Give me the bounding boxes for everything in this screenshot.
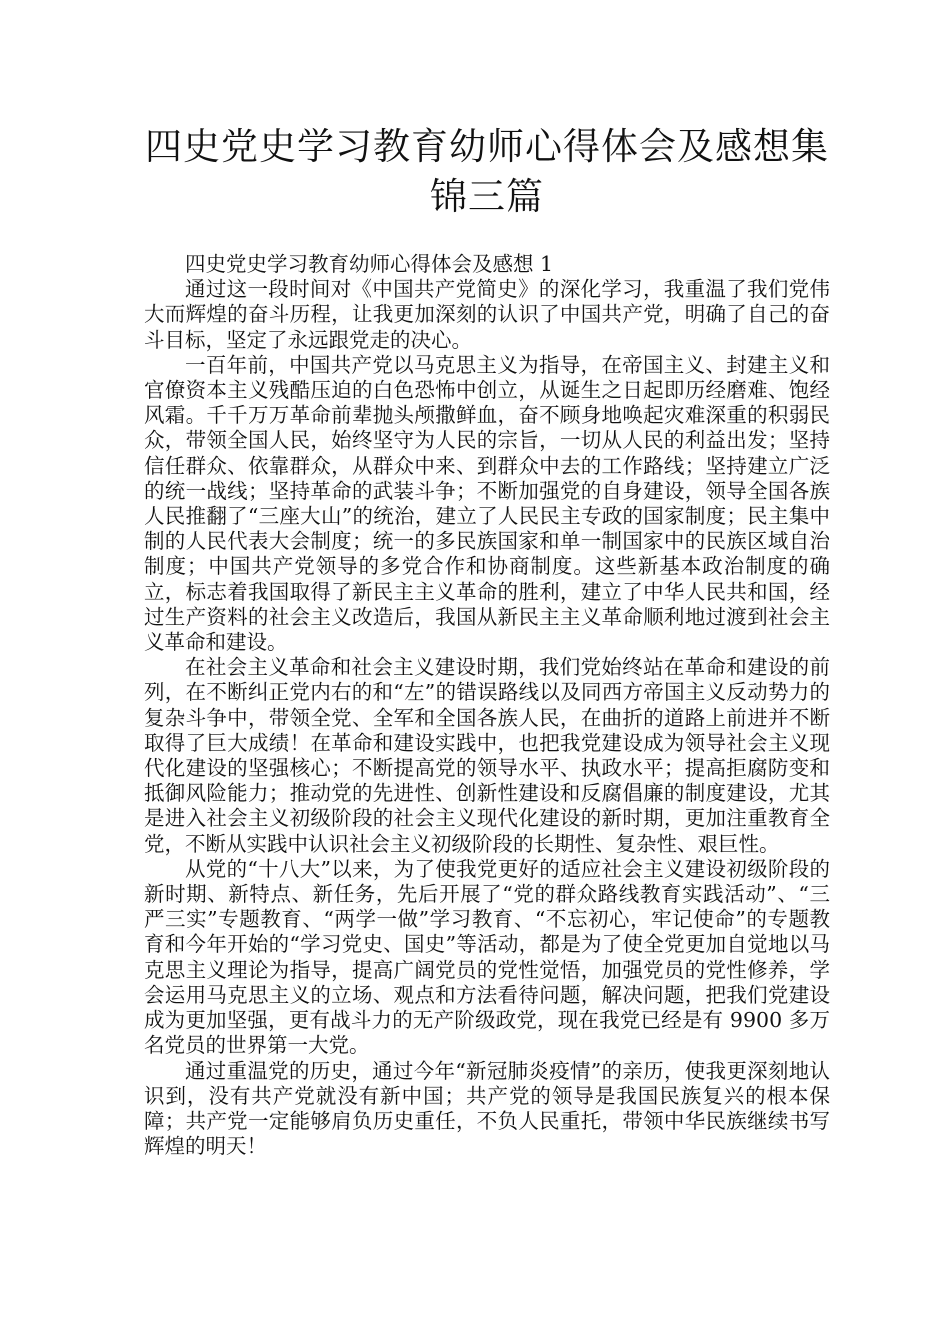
document-page [144, 0, 830, 1159]
paragraph-3: 在社会主义革命和社会主义建设时期，我们党始终站在革命和建设的前列，在不断纠正党内右的和“左”的错误路线以及同西方帝国主义反动势力的复杂斗争中，带领全党、全军和全国各族人民，在曲折的道路上前进并不断取得了巨大成绩！在革命和建设实践中，也把我党建设成为领导社会主义现代化建设的坚强核心；不断提高党的领导水平、执政水平；提高拒腐防变和抵御风险能力；推动党的先进性、创新性建设和反腐倡廉的制度建设，尤其是进入社会主义初级阶段的社会主义现代化建设的新时期，更加注重教育全党，不断从实践中认识社会主义初级阶段的长期性、复杂性、艰巨性。 [144, 655, 830, 856]
document-body [144, 252, 830, 1159]
document-title: 四史党史学习教育幼师心得体会及感想集锦三篇 [145, 125, 829, 218]
paragraph-1: 通过这一段时间对《中国共产党简史》的深化学习，我重温了我们党伟大而辉煌的奋斗历程，让我更加深刻的认识了中国共产党，明确了自己的奋斗目标，坚定了永远跟党走的决心。 [144, 277, 830, 352]
paragraph-2: 一百年前，中国共产党以马克思主义为指导，在帝国主义、封建主义和官僚资本主义残酷压迫的白色恐怖中创立，从诞生之日起即历经磨难、饱经风霜。千千万万革命前辈抛头颅撒鲜血，奋不顾身地唤起灾难深重的积弱民众，带领全国人民，始终坚守为人民的宗旨，一切从人民的利益出发；坚持信任群众、依靠群众，从群众中来、到群众中去的工作路线；坚持建立广泛的统一战线；坚持革命的武装斗争；不断加强党的自身建设，领导全国各族人民推翻了“三座大山”的统治，建立了人民民主专政的国家制度；民主集中制的人民代表大会制度；统一的多民族国家和单一制国家中的民族区域自治制度；中国共产党领导的多党合作和协商制度。这些新基本政治制度的确立，标志着我国取得了新民主主义革命的胜利，建立了中华人民共和国，经过生产资料的社会主义改造后，我国从新民主主义革命顺利地过渡到社会主义革命和建设。 [144, 352, 830, 655]
paragraph-4: 从党的“十八大”以来，为了使我党更好的适应社会主义建设初级阶段的新时期、新特点、新任务，先后开展了“党的群众路线教育实践活动”、“三严三实”专题教育、“两学一做”学习教育、“不忘初心，牢记使命”的专题教育和今年开始的“学习党史、国史”等活动，都是为了使全党更加自觉地以马克思主义理论为指导，提高广阔党员的党性觉悟，加强党员的党性修养，学会运用马克思主义的立场、观点和方法看待问题，解决问题，把我们党建设成为更加坚强，更有战斗力的无产阶级政党，现在我党已经是有 9900 多万名党员的世界第一大党。 [144, 856, 830, 1058]
paragraph-5: 通过重温党的历史，通过今年“新冠肺炎疫情”的亲历，使我更深刻地认识到，没有共产党就没有新中国；共产党的领导是我国民族复兴的根本保障；共产党一定能够肩负历史重任，不负人民重托，带领中华民族继续书写辉煌的明天！ [144, 1058, 830, 1159]
section-heading: 四史党史学习教育幼师心得体会及感想 1 [185, 252, 554, 276]
